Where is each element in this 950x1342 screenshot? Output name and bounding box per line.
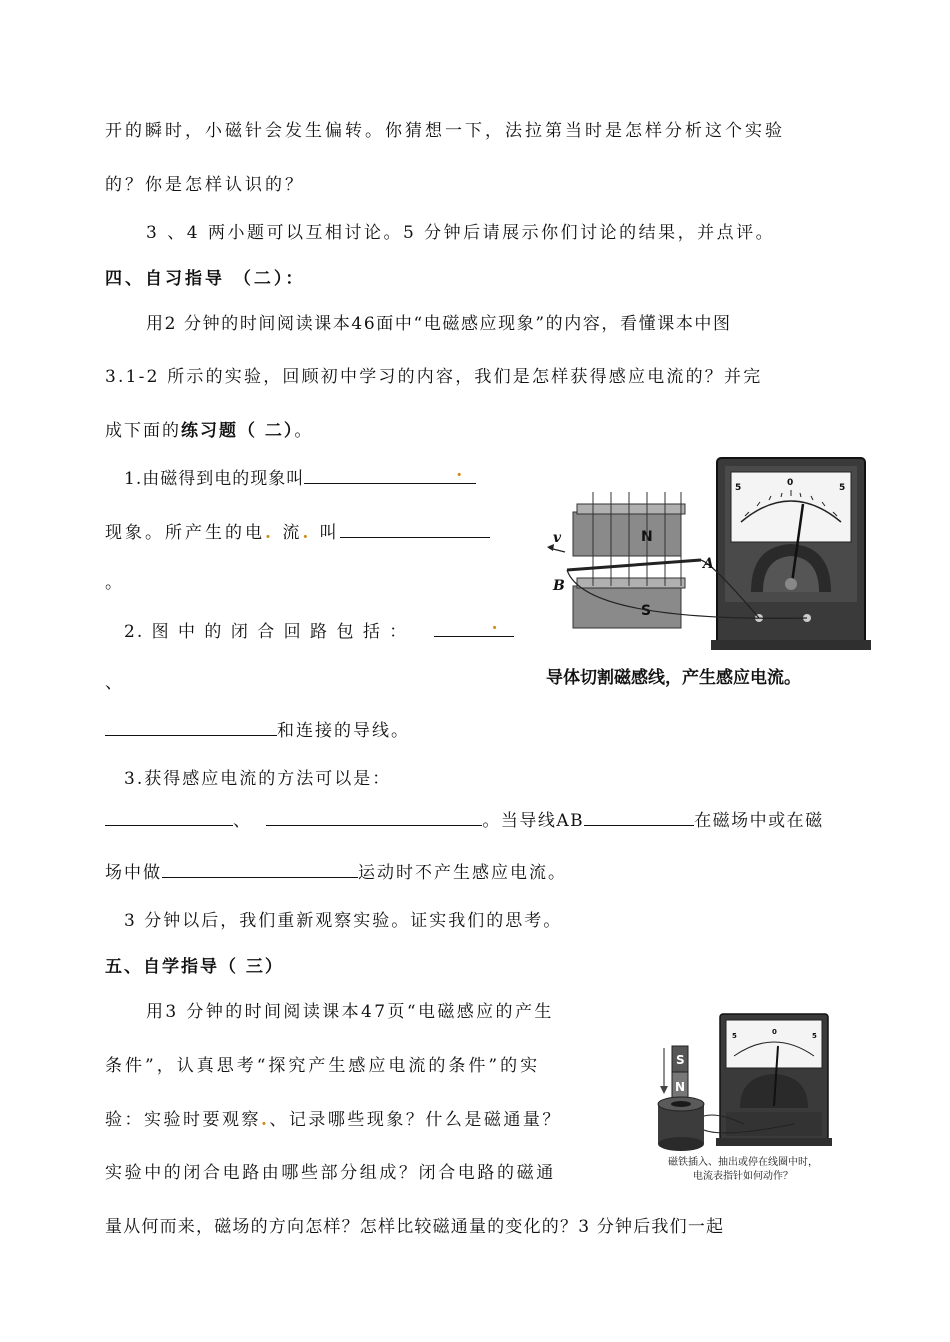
text-segment: 成下面的 <box>105 421 181 441</box>
magnet-pole-label: S <box>641 603 652 619</box>
text-line: 3 分钟以后，我们重新观察实验。证实我们的思考。 <box>124 911 563 931</box>
velocity-label: v <box>553 530 562 546</box>
mark-dot: . <box>261 1110 270 1130</box>
answer-blank[interactable] <box>304 461 476 484</box>
mark-dot: . <box>265 523 274 543</box>
figure-2-caption <box>648 1156 838 1184</box>
question-1 <box>124 461 476 489</box>
question-text: 在磁场中或在磁 <box>694 811 824 831</box>
text-line: 用3 分钟的时间阅读课本47页“电磁感应的产生 <box>146 1002 554 1022</box>
section-heading-5: 五、自学指导（ 三） <box>105 957 284 977</box>
text-line: 用2 分钟的时间阅读课本46面中“电磁感应现象”的内容，看懂课本中图 <box>146 314 732 334</box>
question-text: 、 <box>233 811 252 831</box>
question-text: 运动时不产生感应电流。 <box>358 863 567 883</box>
question-text: 和连接的导线。 <box>277 721 410 741</box>
text-segment: 、记录哪些现象？什么是磁通量？ <box>269 1110 562 1130</box>
question-text: 流 <box>282 523 303 543</box>
question-text: 1.由磁得到电的现象叫 <box>124 469 305 489</box>
question-3: 3.获得感应电流的方法可以是： <box>124 769 392 789</box>
text-line: 、 <box>105 673 123 693</box>
point-b-label: B <box>553 578 565 594</box>
answer-blank[interactable] <box>162 859 358 878</box>
text-line: 3.1-2 所示的实验，回顾初中学习的内容，我们是怎样获得感应电流的？并完 <box>105 367 763 387</box>
answer-blank[interactable] <box>105 807 233 826</box>
question-text: 2. 图 中 的 闭 合 回 路 包 括 ： <box>124 622 409 642</box>
meter-tick-label: 0 <box>772 1028 777 1036</box>
text-line: 实验中的闭合电路由哪些部分组成？闭合电路的磁通 <box>105 1163 556 1183</box>
meter-tick-label: 5 <box>812 1032 817 1040</box>
text-line <box>105 416 313 441</box>
answer-blank[interactable] <box>266 807 482 826</box>
question-3-cont <box>105 858 567 883</box>
question-text: 。当导线AB <box>482 811 585 831</box>
question-text: 现象。所产生的电 <box>105 523 265 543</box>
text-line: 条件”，认真思考“探究产生感应电流的条件”的实 <box>105 1056 541 1076</box>
text-segment: 。 <box>294 421 314 441</box>
figure-coil-experiment <box>654 1012 834 1152</box>
meter-tick-label: 0 <box>787 478 794 488</box>
answer-blank[interactable] <box>340 519 490 538</box>
section-heading-4: 四、自习指导 （二）： <box>105 269 306 289</box>
coil-icon <box>658 1097 704 1151</box>
point-a-label: A <box>703 556 714 572</box>
magnet-pole-label: S <box>676 1053 685 1067</box>
meter-tick-label: 5 <box>839 483 846 493</box>
question-2-cont <box>105 716 410 741</box>
figure-1-caption: 导体切割磁感线，产生感应电流。 <box>546 668 801 688</box>
answer-blank[interactable] <box>105 717 277 736</box>
magnet-pole-label: N <box>641 529 653 545</box>
text-line: 3 、4 两小题可以互相讨论。5 分钟后请展示你们讨论的结果，并点评。 <box>146 223 776 243</box>
question-3-cont <box>105 806 824 831</box>
question-text: 场中做 <box>105 863 162 883</box>
text-line: 。 <box>105 573 123 593</box>
meter-tick-label: 5 <box>732 1032 737 1040</box>
text-line: 量从何而来，磁场的方向怎样？怎样比较磁通量的变化的？3 分钟后我们一起 <box>105 1217 725 1237</box>
question-text: 叫 <box>319 523 340 543</box>
text-line <box>105 1105 562 1130</box>
caption-line: 电流表指针如何动作？ <box>693 1171 793 1182</box>
meter-tick-label: 5 <box>735 483 742 493</box>
figure-induction-experiment <box>545 452 875 667</box>
text-segment: 验：实验时要观察 <box>105 1110 261 1130</box>
exercise-title: 练习题（ 二） <box>181 421 295 441</box>
mark-dot: . <box>491 614 500 634</box>
question-1-cont <box>105 518 490 543</box>
mark-dot: . <box>456 461 464 481</box>
magnet-pole-label: N <box>675 1080 686 1094</box>
caption-line: 磁铁插入、抽出或停在线圈中时， <box>668 1157 818 1168</box>
question-2 <box>124 614 514 642</box>
text-line: 的？你是怎样认识的？ <box>105 175 305 195</box>
answer-blank[interactable] <box>584 807 694 826</box>
answer-blank[interactable] <box>434 614 514 637</box>
mark-dot: . <box>302 523 312 543</box>
text-line: 开的瞬时，小磁针会发生偏转。你猜想一下，法拉第当时是怎样分析这个实验 <box>105 121 785 141</box>
